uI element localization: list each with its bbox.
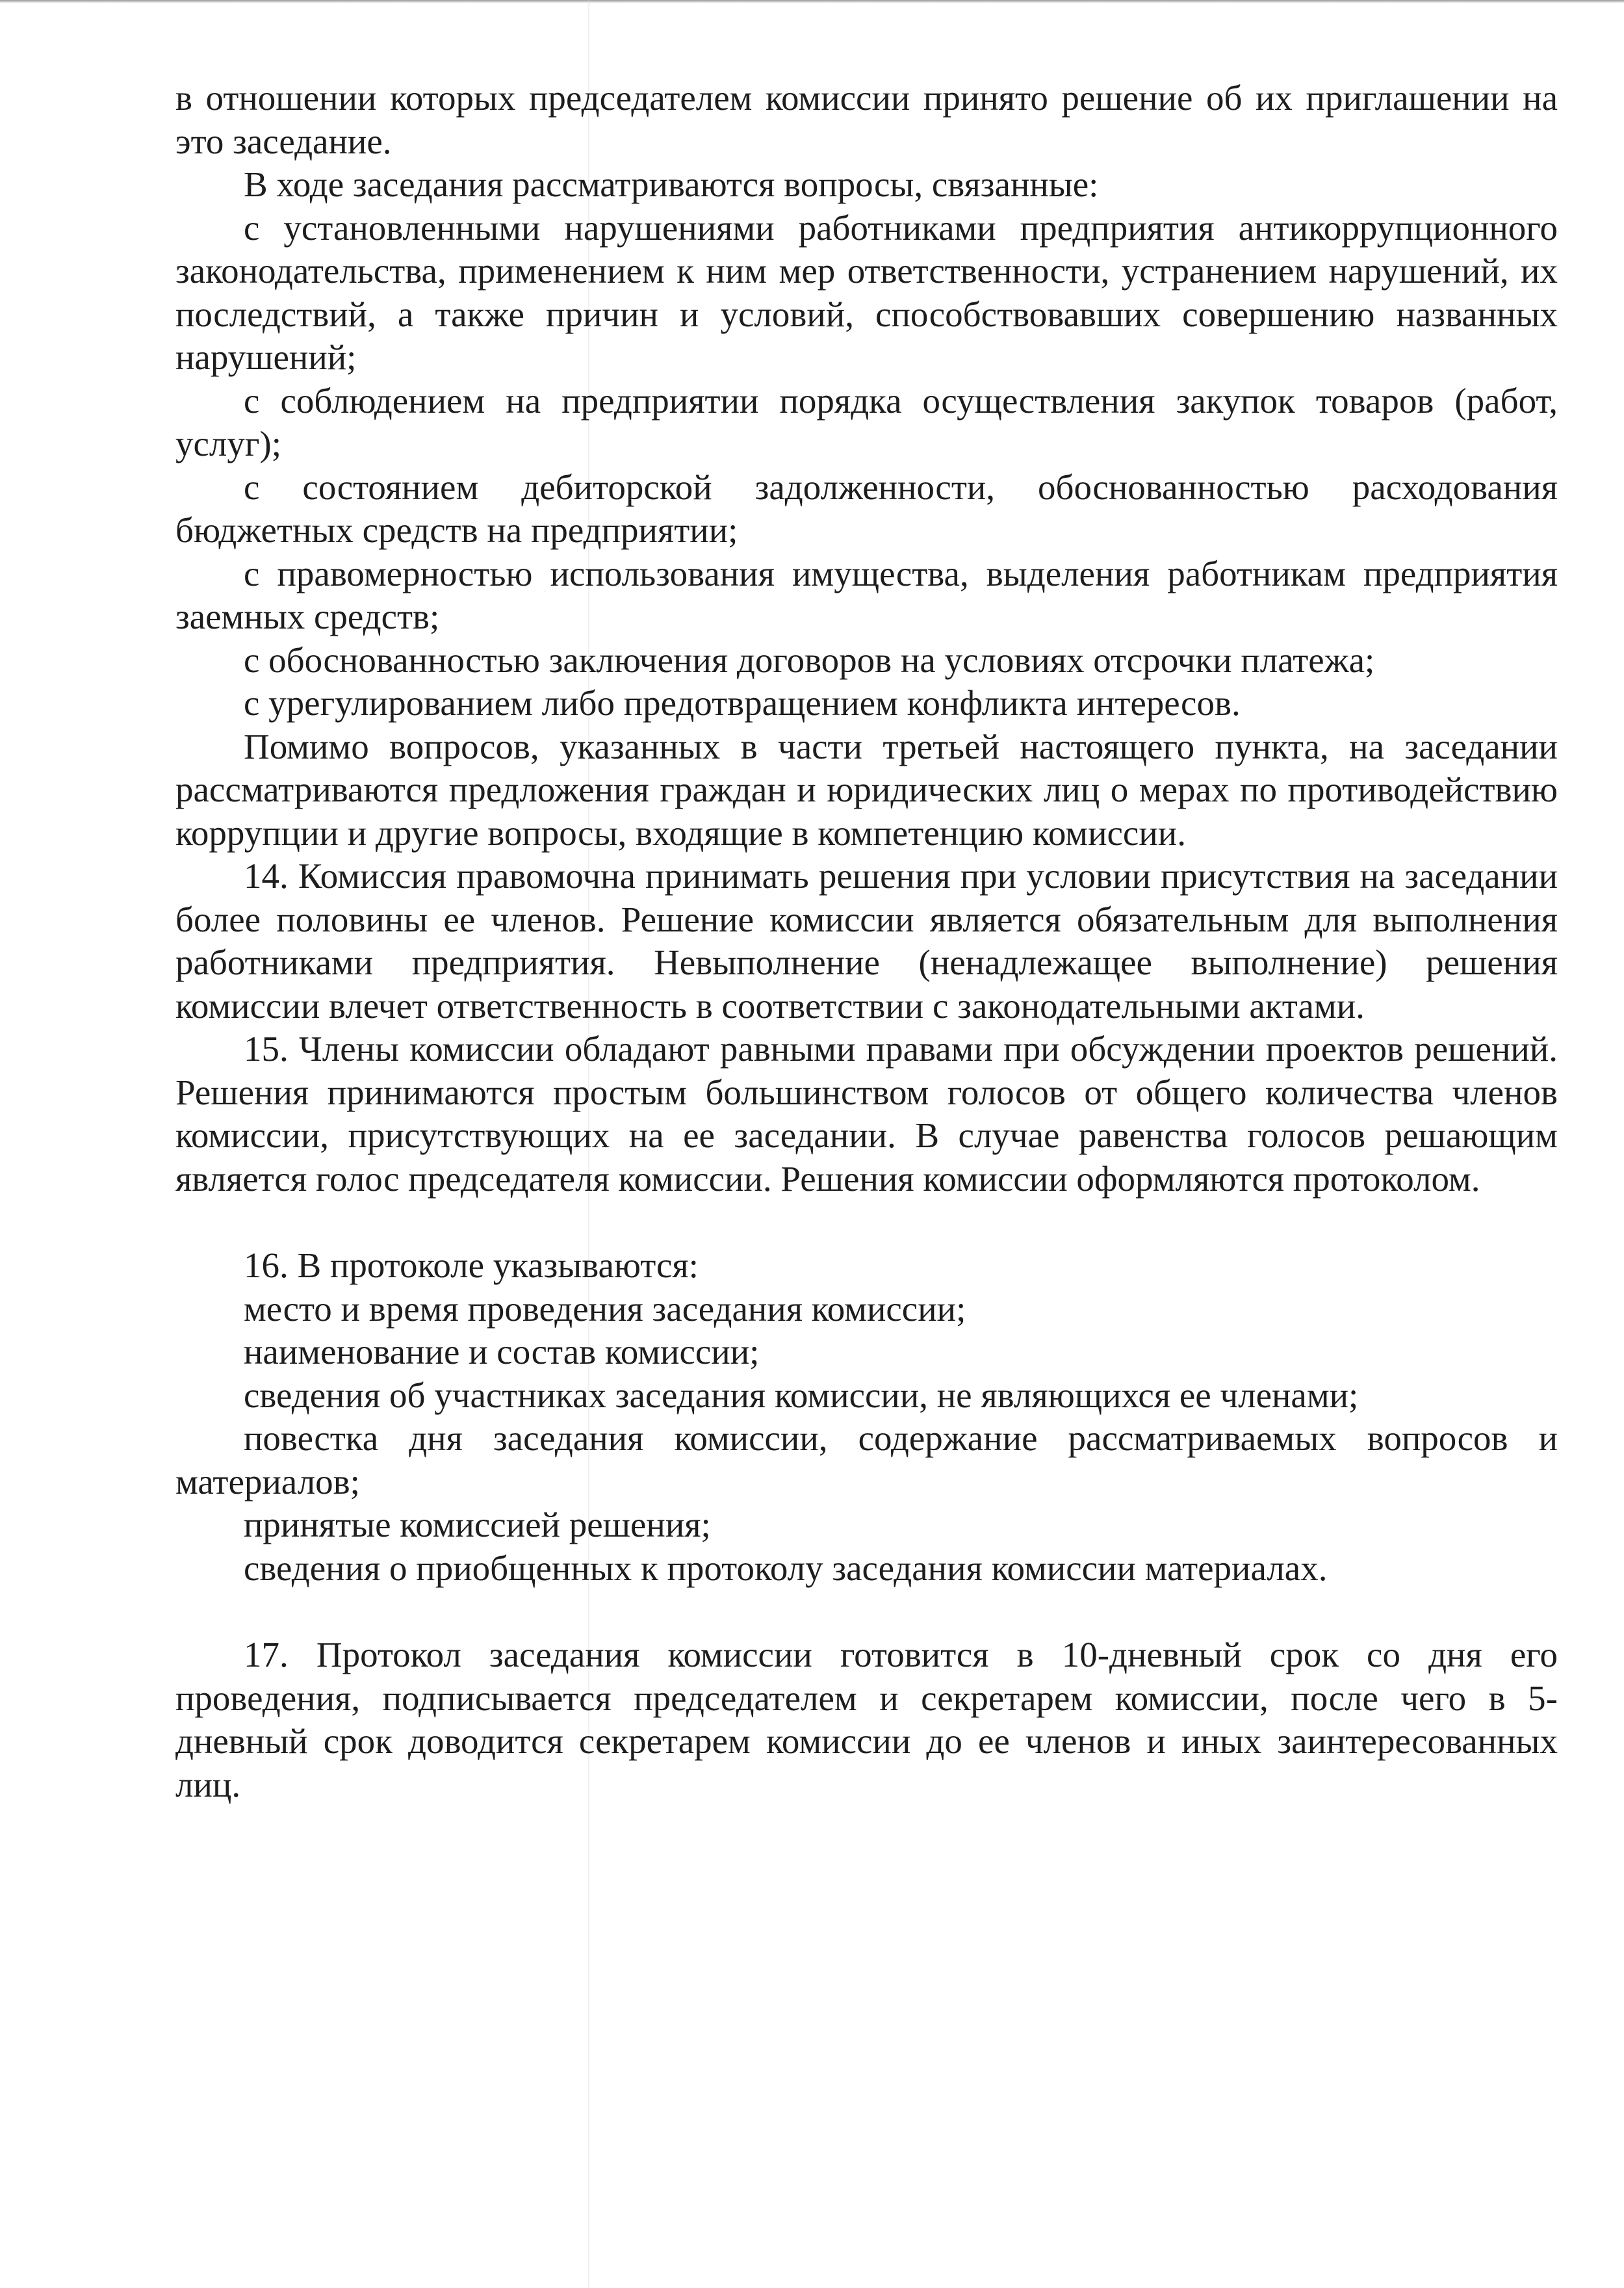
protocol-item-name-composition: наименование и состав комиссии;: [244, 1332, 760, 1372]
document-body: [175, 77, 1558, 1806]
issue-item-receivables: с состоянием дебиторской задолженности, обоснованностью расходования бюджетных средств на предприятии;: [175, 467, 1558, 550]
paragraph-gap: [175, 1201, 1558, 1244]
issue-item-conflict-of-interest: с урегулированием либо предотвращением конфликта интересов.: [244, 683, 1241, 723]
paragraph-issues-intro: В ходе заседания рассматриваются вопросы, связанные:: [244, 164, 1099, 204]
paragraph-gap: [175, 1590, 1558, 1633]
protocol-item-decisions: принятые комиссией решения;: [244, 1505, 711, 1544]
scan-edge: [0, 0, 1624, 3]
issue-item-deferred-payment: с обоснованностью заключения договоров на условиях отсрочки платежа;: [244, 640, 1375, 680]
protocol-item-materials: сведения о приобщенных к протоколу заседания комиссии материалах.: [244, 1548, 1328, 1588]
clause-15: 15. Члены комиссии обладают равными правами при обсуждении проектов решений. Решения принимаются простым большинством голосов от общего количества членов комиссии, присутствующих на ее заседании. В случае равенства голосов решающим является голос председателя комиссии. Решения комиссии оформляются протоколом.: [175, 1029, 1558, 1199]
issue-item-property: с правомерностью использования имущества, выделения работникам предприятия заемных средств;: [175, 553, 1558, 636]
issue-item-violations: с установленными нарушениями работниками предприятия антикоррупционного законодательства, применением к ним мер ответственности, устранением нарушений, их последствий, а также причин и условий, способствовавших совершению названных нарушений;: [175, 207, 1558, 377]
protocol-item-participants: сведения об участниках заседания комиссии, не являющихся ее членами;: [244, 1375, 1359, 1415]
clause-16: 16. В протоколе указываются:: [244, 1245, 699, 1285]
clause-17: 17. Протокол заседания комиссии готовится в 10-дневный срок со дня его проведения, подписывается председателем и секретарем комиссии, после чего в 5-дневный срок доводится секретарем комиссии до ее членов и иных заинтересованных лиц.: [175, 1635, 1558, 1804]
clause-14: 14. Комиссия правомочна принимать решения при условии присутствия на заседании более половины ее членов. Решение комиссии является обязательным для выполнения работниками предприятия. Невыполнение (ненадлежащее выполнение) решения комиссии влечет ответственность в соответствии с законодательными актами.: [175, 856, 1558, 1026]
issue-item-procurement: с соблюдением на предприятии порядка осуществления закупок товаров (работ, услуг);: [175, 380, 1558, 463]
paragraph-continuation: в отношении которых председателем комиссии принято решение об их приглашении на это заседание.: [175, 78, 1558, 161]
paragraph-other-issues: Помимо вопросов, указанных в части третьей настоящего пункта, на заседании рассматриваются предложения граждан и юридических лиц о мерах по противодействию коррупции и другие вопросы, входящие в компетенцию комиссии.: [175, 726, 1558, 853]
protocol-item-place-time: место и время проведения заседания комиссии;: [244, 1288, 966, 1329]
protocol-item-agenda: повестка дня заседания комиссии, содержание рассматриваемых вопросов и материалов;: [175, 1418, 1558, 1502]
